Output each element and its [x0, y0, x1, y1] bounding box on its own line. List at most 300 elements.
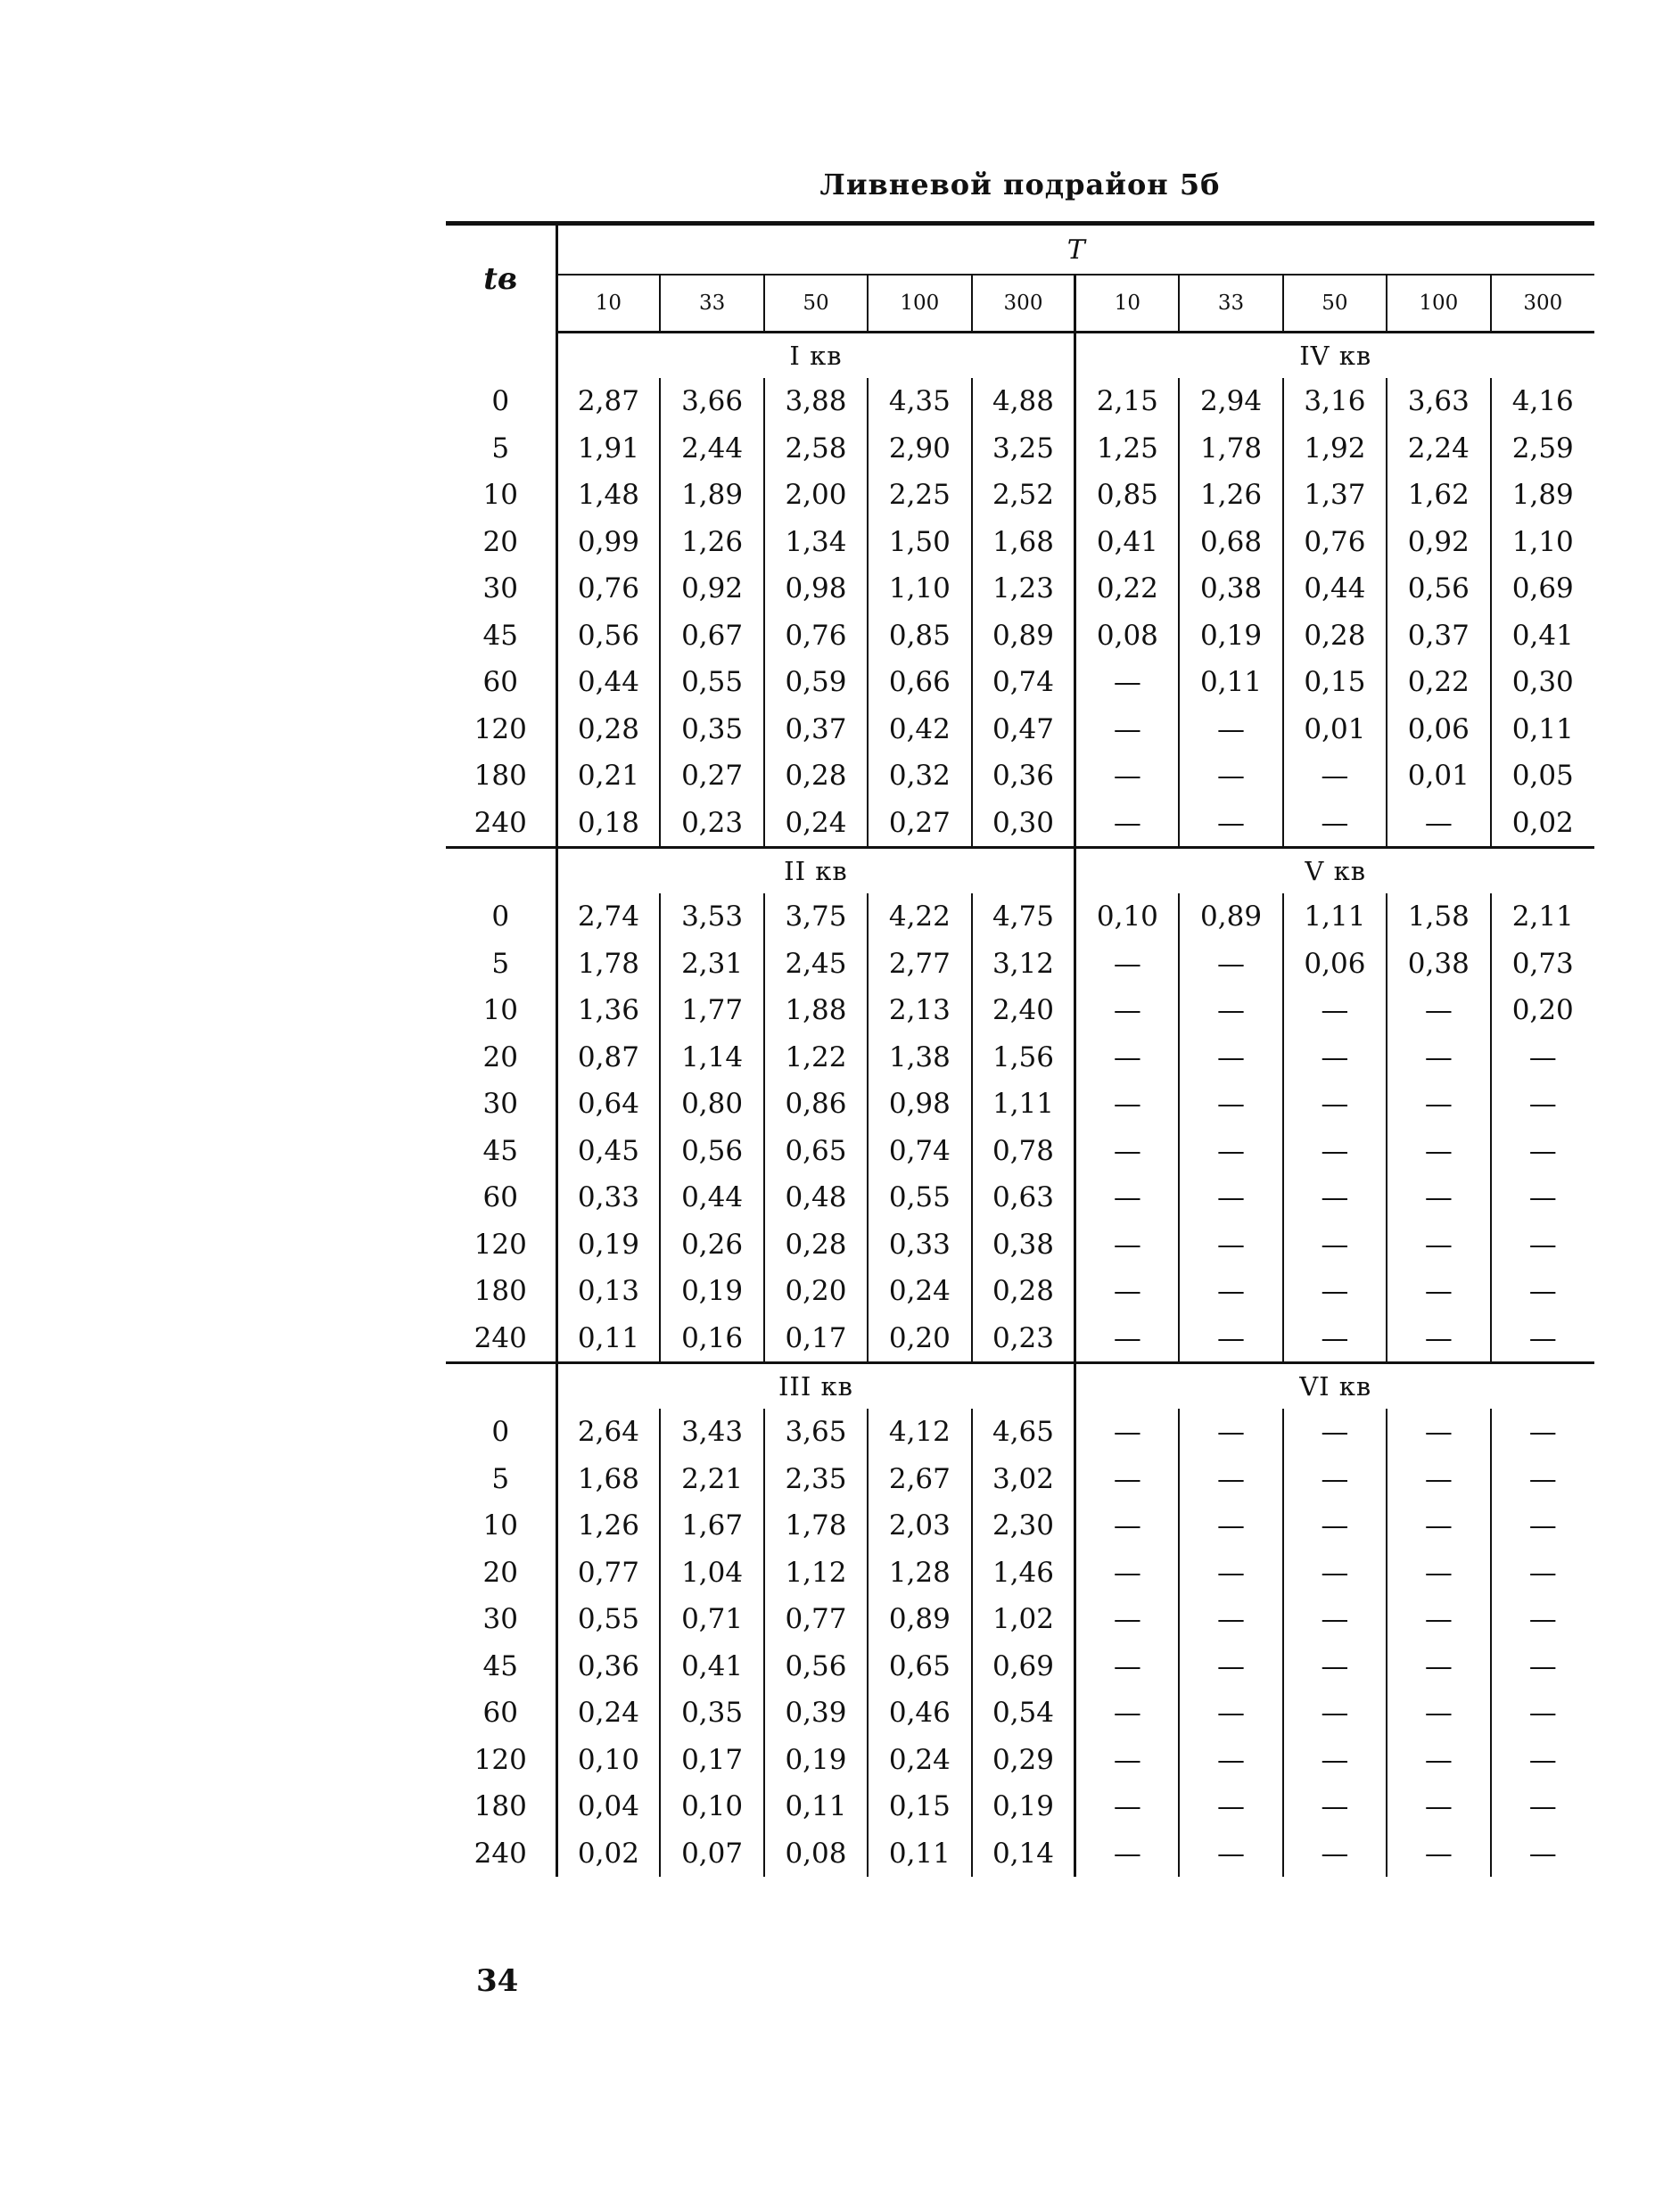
value-cell: 2,74	[577, 900, 639, 933]
value-cell: —	[1179, 1596, 1282, 1643]
value-cell: 2,40	[972, 987, 1075, 1034]
value-cell: 2,03	[868, 1502, 971, 1550]
value-cell: 3,63	[1387, 378, 1490, 425]
value-cell: 1,36	[577, 994, 639, 1027]
value-cell: 0,74	[868, 1128, 971, 1175]
duration-cell: 0	[446, 893, 556, 941]
value-cell: 0,37	[1387, 613, 1490, 660]
value-cell: 1,37	[1283, 472, 1387, 519]
value-cell: —	[1387, 1128, 1490, 1175]
value-cell: 1,50	[868, 519, 971, 566]
value-cell: 3,75	[764, 893, 868, 941]
value-cell: 0,01	[1387, 752, 1490, 800]
value-cell: —	[1283, 1783, 1387, 1830]
value-cell: 2,00	[764, 472, 868, 519]
value-cell: 0,17	[764, 1315, 868, 1363]
value-cell: —	[1283, 1596, 1387, 1643]
period-header-cell: 10	[1075, 275, 1179, 333]
column-group-label: T	[556, 224, 1594, 275]
value-cell: 0,16	[660, 1315, 763, 1363]
value-cell: —	[1075, 1596, 1179, 1643]
value-cell: 2,21	[660, 1456, 763, 1503]
value-cell: 0,74	[972, 659, 1075, 706]
duration-cell: 120	[446, 1737, 556, 1784]
duration-cell: 240	[446, 1830, 556, 1878]
value-cell: 0,02	[1491, 800, 1595, 848]
value-cell: 2,30	[972, 1502, 1075, 1550]
table-row	[446, 1409, 1594, 1456]
value-cell: —	[1075, 1268, 1179, 1315]
table-row	[446, 1268, 1594, 1315]
value-cell: 0,38	[972, 1221, 1075, 1269]
value-cell: 0,28	[972, 1268, 1075, 1315]
value-cell: 0,45	[577, 1134, 639, 1167]
value-cell: 0,39	[764, 1690, 868, 1737]
value-cell: —	[1283, 1456, 1387, 1503]
value-cell: 3,66	[660, 378, 763, 425]
table-row	[446, 378, 1594, 425]
value-cell: 0,24	[764, 800, 868, 848]
value-cell: 0,42	[868, 706, 971, 753]
value-cell: —	[1387, 987, 1490, 1034]
value-cell: —	[1283, 1034, 1387, 1081]
value-cell: —	[1387, 1643, 1490, 1690]
value-cell: —	[1387, 1550, 1490, 1597]
value-cell: —	[1179, 1268, 1282, 1315]
value-cell: 0,71	[660, 1596, 763, 1643]
value-cell: —	[1283, 1315, 1387, 1363]
value-cell: —	[1491, 1315, 1595, 1363]
value-cell: 2,90	[868, 425, 971, 473]
value-cell: 0,24	[868, 1737, 971, 1784]
duration-cell: 120	[446, 1221, 556, 1269]
table-header	[446, 224, 1594, 333]
value-cell: 0,76	[1283, 519, 1387, 566]
value-cell: 0,86	[764, 1081, 868, 1128]
value-cell: —	[1179, 1315, 1282, 1363]
period-header-cell: 300	[1491, 275, 1595, 333]
value-cell: 1,11	[1283, 893, 1387, 941]
value-cell: —	[1387, 1221, 1490, 1269]
period-header-cell: 100	[1387, 275, 1490, 333]
value-cell: —	[1491, 1081, 1595, 1128]
value-cell: —	[1075, 1737, 1179, 1784]
value-cell: 3,25	[972, 425, 1075, 473]
value-cell: —	[1387, 1174, 1490, 1221]
value-cell: 0,19	[972, 1783, 1075, 1830]
table-row	[446, 613, 1594, 660]
value-cell: 0,63	[972, 1174, 1075, 1221]
value-cell: 0,11	[868, 1830, 971, 1878]
duration-cell: 30	[446, 565, 556, 613]
value-cell: 0,67	[660, 613, 763, 660]
value-cell: 1,77	[660, 987, 763, 1034]
period-header-cell: 33	[660, 275, 763, 333]
value-cell: 0,55	[660, 659, 763, 706]
table-row	[446, 1081, 1594, 1128]
value-cell: —	[1387, 1268, 1490, 1315]
value-cell: 2,59	[1491, 425, 1595, 473]
duration-cell: 10	[446, 1502, 556, 1550]
value-cell: —	[1491, 1783, 1595, 1830]
duration-cell: 120	[446, 706, 556, 753]
row-label-spacer	[446, 848, 556, 894]
value-cell: 0,77	[577, 1556, 639, 1589]
value-cell: —	[1387, 1783, 1490, 1830]
duration-cell: 10	[446, 987, 556, 1034]
value-cell: 2,44	[660, 425, 763, 473]
value-cell: 0,92	[660, 565, 763, 613]
table-row	[446, 1690, 1594, 1737]
table-row	[446, 425, 1594, 473]
value-cell: —	[1179, 1128, 1282, 1175]
value-cell: 1,12	[764, 1550, 868, 1597]
value-cell: 0,33	[868, 1221, 971, 1269]
value-cell: 0,15	[1283, 659, 1387, 706]
value-cell: 0,11	[577, 1321, 639, 1354]
value-cell: —	[1075, 1830, 1179, 1878]
value-cell: —	[1283, 1690, 1387, 1737]
value-cell: 1,28	[868, 1550, 971, 1597]
table-row	[446, 472, 1594, 519]
value-cell: —	[1283, 1550, 1387, 1597]
value-cell: 3,43	[660, 1409, 763, 1456]
value-cell: 0,99	[577, 525, 639, 558]
value-cell: 3,02	[972, 1456, 1075, 1503]
value-cell: 2,77	[868, 941, 971, 988]
value-cell: 1,04	[660, 1550, 763, 1597]
value-cell: 1,78	[1179, 425, 1282, 473]
value-cell: 2,87	[577, 385, 639, 418]
table-row	[446, 987, 1594, 1034]
duration-cell: 5	[446, 941, 556, 988]
value-cell: 4,35	[868, 378, 971, 425]
value-cell: 0,38	[1387, 941, 1490, 988]
duration-cell: 20	[446, 519, 556, 566]
duration-cell: 45	[446, 1128, 556, 1175]
value-cell: 0,22	[1387, 659, 1490, 706]
duration-cell: 180	[446, 1268, 556, 1315]
value-cell: 0,41	[660, 1643, 763, 1690]
value-cell: 0,30	[1491, 659, 1595, 706]
value-cell: 2,67	[868, 1456, 971, 1503]
table-row	[446, 1550, 1594, 1597]
value-cell: 1,23	[972, 565, 1075, 613]
value-cell: 0,04	[577, 1790, 639, 1823]
duration-cell: 10	[446, 472, 556, 519]
value-cell: 0,22	[1075, 565, 1179, 613]
table-body	[446, 333, 1594, 1878]
value-cell: 1,89	[1491, 472, 1595, 519]
value-cell: 0,15	[868, 1783, 971, 1830]
value-cell: 0,28	[764, 752, 868, 800]
value-cell: 0,08	[764, 1830, 868, 1878]
value-cell: —	[1075, 1690, 1179, 1737]
value-cell: 0,24	[577, 1697, 639, 1730]
value-cell: 2,35	[764, 1456, 868, 1503]
table-row	[446, 1174, 1594, 1221]
value-cell: 1,62	[1387, 472, 1490, 519]
value-cell: 2,13	[868, 987, 971, 1034]
value-cell: —	[1179, 1737, 1282, 1784]
value-cell: —	[1491, 1596, 1595, 1643]
quarter-label-right: VI кв	[1075, 1363, 1594, 1410]
table-row	[446, 893, 1594, 941]
value-cell: 2,15	[1075, 378, 1179, 425]
value-cell: —	[1387, 1502, 1490, 1550]
value-cell: 1,38	[868, 1034, 971, 1081]
duration-cell: 180	[446, 1783, 556, 1830]
value-cell: 3,65	[764, 1409, 868, 1456]
value-cell: —	[1179, 987, 1282, 1034]
value-cell: 1,78	[577, 947, 639, 980]
value-cell: —	[1387, 1034, 1490, 1081]
value-cell: 0,21	[577, 760, 639, 793]
value-cell: 0,33	[577, 1181, 639, 1214]
value-cell: —	[1075, 1643, 1179, 1690]
table-row	[446, 1737, 1594, 1784]
value-cell: —	[1075, 1081, 1179, 1128]
value-cell: 1,58	[1387, 893, 1490, 941]
value-cell: 0,30	[972, 800, 1075, 848]
value-cell: —	[1075, 1174, 1179, 1221]
quarter-label-right: IV кв	[1075, 333, 1594, 379]
value-cell: 0,19	[660, 1268, 763, 1315]
row-label-spacer	[446, 333, 556, 379]
value-cell: 1,67	[660, 1502, 763, 1550]
duration-cell: 60	[446, 1690, 556, 1737]
duration-cell: 60	[446, 1174, 556, 1221]
value-cell: —	[1075, 1221, 1179, 1269]
value-cell: 0,37	[764, 706, 868, 753]
value-cell: 2,58	[764, 425, 868, 473]
value-cell: 0,41	[1075, 519, 1179, 566]
value-cell: —	[1179, 800, 1282, 848]
value-cell: —	[1387, 1409, 1490, 1456]
row-label-spacer	[446, 1363, 556, 1410]
value-cell: —	[1283, 1174, 1387, 1221]
value-cell: 0,66	[868, 659, 971, 706]
value-cell: 1,10	[868, 565, 971, 613]
value-cell: —	[1491, 1830, 1595, 1878]
value-cell: 3,12	[972, 941, 1075, 988]
table-row	[446, 1643, 1594, 1690]
value-cell: —	[1491, 1643, 1595, 1690]
value-cell: —	[1283, 1268, 1387, 1315]
value-cell: 0,19	[577, 1228, 639, 1261]
value-cell: 0,13	[577, 1275, 639, 1308]
value-cell: 0,17	[660, 1737, 763, 1784]
period-header-cell: 10	[556, 275, 660, 333]
value-cell: 1,78	[764, 1502, 868, 1550]
value-cell: 1,68	[972, 519, 1075, 566]
value-cell: 0,41	[1491, 613, 1595, 660]
table-row	[446, 1596, 1594, 1643]
value-cell: 2,64	[577, 1416, 639, 1449]
value-cell: 0,89	[1179, 893, 1282, 941]
table-row	[446, 1456, 1594, 1503]
value-cell: 4,75	[972, 893, 1075, 941]
value-cell: —	[1179, 1643, 1282, 1690]
value-cell: 0,01	[1283, 706, 1387, 753]
duration-cell: 0	[446, 378, 556, 425]
value-cell: —	[1179, 1409, 1282, 1456]
value-cell: —	[1283, 1502, 1387, 1550]
value-cell: 0,69	[1491, 565, 1595, 613]
quarter-label-row	[446, 1363, 1594, 1410]
value-cell: 0,24	[868, 1268, 971, 1315]
value-cell: 0,44	[1283, 565, 1387, 613]
value-cell: —	[1075, 1315, 1179, 1363]
value-cell: 1,68	[577, 1462, 639, 1495]
value-cell: —	[1491, 1502, 1595, 1550]
table-row	[446, 1502, 1594, 1550]
value-cell: 0,85	[868, 613, 971, 660]
value-cell: 0,23	[972, 1315, 1075, 1363]
value-cell: 0,06	[1387, 706, 1490, 753]
data-table-container	[446, 221, 1594, 1877]
quarter-label-left: II кв	[556, 848, 1075, 894]
value-cell: 0,44	[577, 666, 639, 699]
value-cell: 0,77	[764, 1596, 868, 1643]
value-cell: —	[1283, 1737, 1387, 1784]
value-cell: 0,19	[764, 1737, 868, 1784]
value-cell: 1,26	[660, 519, 763, 566]
value-cell: 2,94	[1179, 378, 1282, 425]
value-cell: —	[1075, 1409, 1179, 1456]
value-cell: —	[1179, 1221, 1282, 1269]
value-cell: 0,27	[868, 800, 971, 848]
duration-cell: 0	[446, 1409, 556, 1456]
value-cell: —	[1491, 1268, 1595, 1315]
value-cell: 0,56	[1387, 565, 1490, 613]
value-cell: —	[1283, 800, 1387, 848]
table-row	[446, 1034, 1594, 1081]
value-cell: 1,34	[764, 519, 868, 566]
value-cell: —	[1491, 1550, 1595, 1597]
duration-cell: 45	[446, 1643, 556, 1690]
value-cell: —	[1075, 800, 1179, 848]
table-row	[446, 706, 1594, 753]
value-cell: 1,11	[972, 1081, 1075, 1128]
value-cell: 0,18	[577, 806, 639, 839]
table-row	[446, 1128, 1594, 1175]
value-cell: 3,16	[1283, 378, 1387, 425]
value-cell: 0,14	[972, 1830, 1075, 1878]
value-cell: 4,65	[972, 1409, 1075, 1456]
value-cell: —	[1179, 1783, 1282, 1830]
value-cell: 1,92	[1283, 425, 1387, 473]
value-cell: 1,88	[764, 987, 868, 1034]
duration-cell: 240	[446, 1315, 556, 1363]
value-cell: —	[1179, 752, 1282, 800]
value-cell: —	[1075, 752, 1179, 800]
value-cell: 0,85	[1075, 472, 1179, 519]
value-cell: 0,98	[868, 1081, 971, 1128]
value-cell: —	[1179, 1502, 1282, 1550]
value-cell: —	[1179, 1550, 1282, 1597]
page-number: 34	[476, 1963, 519, 1999]
value-cell: —	[1283, 1643, 1387, 1690]
value-cell: 0,27	[660, 752, 763, 800]
value-cell: 1,10	[1491, 519, 1595, 566]
duration-cell: 60	[446, 659, 556, 706]
value-cell: —	[1179, 1456, 1282, 1503]
value-cell: —	[1179, 1034, 1282, 1081]
value-cell: —	[1075, 1128, 1179, 1175]
value-cell: 0,44	[660, 1174, 763, 1221]
period-header-cell: 50	[1283, 275, 1387, 333]
quarter-label-left: I кв	[789, 341, 843, 371]
value-cell: 0,55	[577, 1603, 639, 1636]
value-cell: 0,10	[577, 1743, 639, 1776]
value-cell: —	[1283, 1221, 1387, 1269]
value-cell: 0,54	[972, 1690, 1075, 1737]
value-cell: 0,20	[1491, 987, 1595, 1034]
value-cell: —	[1179, 1174, 1282, 1221]
table-row	[446, 659, 1594, 706]
table-row	[446, 941, 1594, 988]
table-row	[446, 1315, 1594, 1363]
value-cell: 0,20	[764, 1268, 868, 1315]
table-title: Ливневой подрайон 5б	[819, 168, 1221, 201]
period-header-cell: 50	[764, 275, 868, 333]
value-cell: 1,26	[577, 1509, 639, 1542]
value-cell: —	[1075, 1456, 1179, 1503]
value-cell: 0,07	[660, 1830, 763, 1878]
duration-cell: 20	[446, 1034, 556, 1081]
value-cell: —	[1387, 1596, 1490, 1643]
value-cell: —	[1075, 1550, 1179, 1597]
duration-cell: 240	[446, 800, 556, 848]
value-cell: 0,08	[1075, 613, 1179, 660]
period-header-cell: 300	[972, 275, 1075, 333]
value-cell: 0,73	[1491, 941, 1595, 988]
value-cell: —	[1075, 1502, 1179, 1550]
value-cell: —	[1387, 1081, 1490, 1128]
value-cell: 0,46	[868, 1690, 971, 1737]
value-cell: 0,48	[764, 1174, 868, 1221]
value-cell: 0,56	[577, 619, 639, 652]
value-cell: 0,56	[660, 1128, 763, 1175]
value-cell: 0,06	[1283, 941, 1387, 988]
value-cell: —	[1075, 659, 1179, 706]
value-cell: 1,02	[972, 1596, 1075, 1643]
value-cell: 0,68	[1179, 519, 1282, 566]
value-cell: 0,76	[577, 572, 639, 605]
value-cell: 0,59	[764, 659, 868, 706]
value-cell: 0,87	[577, 1040, 639, 1073]
duration-cell: 5	[446, 1456, 556, 1503]
period-header-row	[446, 275, 1594, 333]
table-row	[446, 1783, 1594, 1830]
value-cell: 0,28	[764, 1221, 868, 1269]
quarter-label-row	[446, 333, 1594, 379]
value-cell: 0,64	[577, 1088, 639, 1121]
value-cell: —	[1283, 752, 1387, 800]
value-cell: 4,12	[868, 1409, 971, 1456]
duration-cell: 180	[446, 752, 556, 800]
duration-cell: 30	[446, 1081, 556, 1128]
table-row	[446, 565, 1594, 613]
value-cell: —	[1283, 987, 1387, 1034]
table-row	[446, 1221, 1594, 1269]
value-cell: 0,35	[660, 1690, 763, 1737]
table-row	[446, 519, 1594, 566]
value-cell: —	[1387, 800, 1490, 848]
value-cell: 0,11	[764, 1783, 868, 1830]
value-cell: —	[1283, 1128, 1387, 1175]
